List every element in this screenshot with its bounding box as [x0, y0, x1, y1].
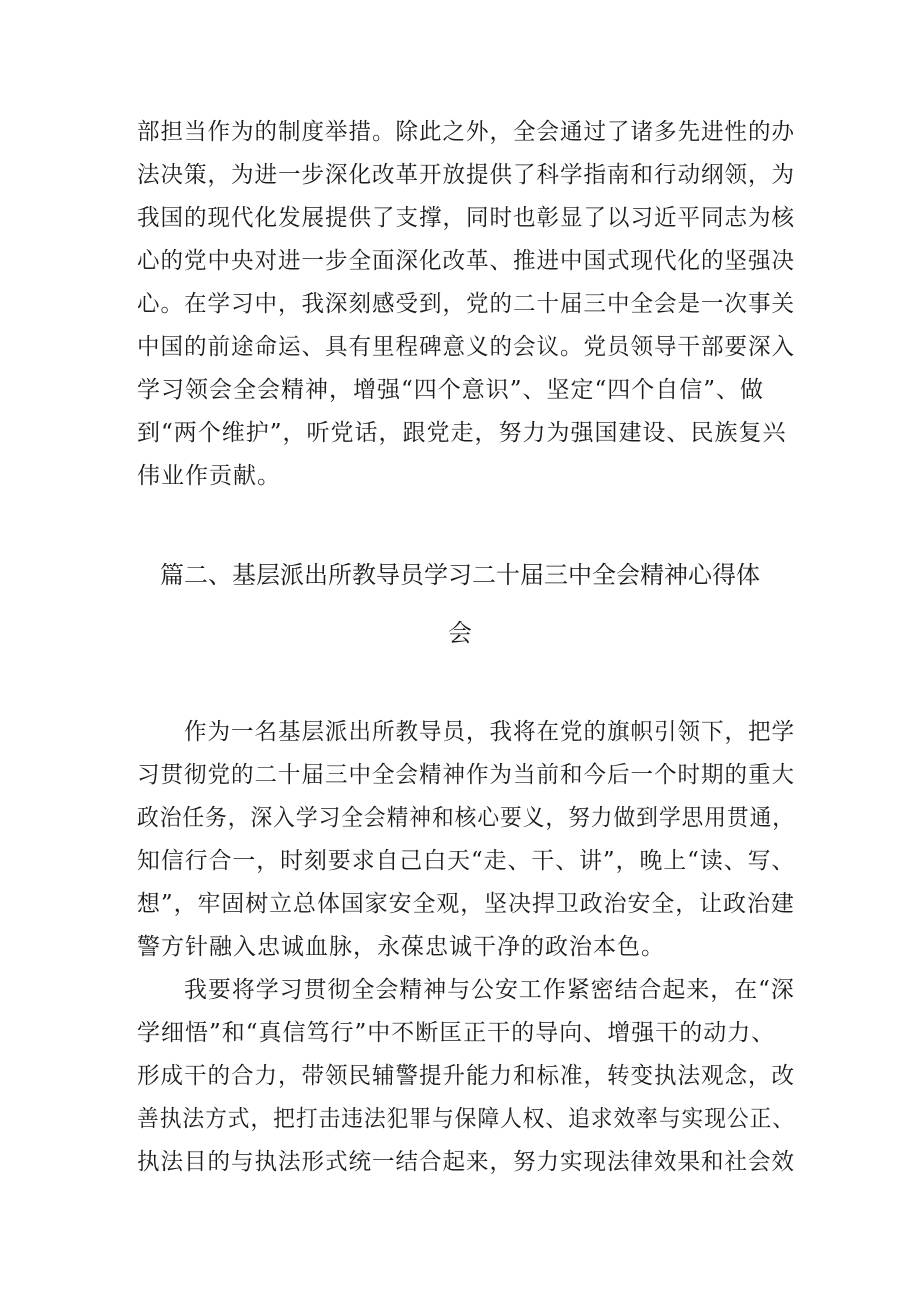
paragraph-line: 作为一名基层派出所教导员，我将在党的旗帜引领下，把学: [184, 719, 795, 745]
paragraph-line: 学习领会全会精神，增强“四个意识”、坚定“四个自信”、做: [137, 377, 765, 403]
paragraph-line: 我国的现代化发展提供了支撑，同时也彰显了以习近平同志为核: [137, 205, 795, 231]
paragraph-line: 心。在学习中，我深刻感受到，党的二十届三中全会是一次事关: [137, 291, 795, 317]
paragraph-line: 部担当作为的制度举措。除此之外，全会通过了诸多先进性的办: [137, 119, 795, 145]
paragraph-line: 心的党中央对进一步全面深化改革、推进中国式现代化的坚强决: [137, 248, 795, 274]
paragraph-line: 中国的前途命运、具有里程碑意义的会议。党员领导干部要深入: [137, 334, 795, 360]
paragraph-line: 形成干的合力，带领民辅警提升能力和标准，转变执法观念，改: [137, 1063, 795, 1089]
paragraph-line: 想”，牢固树立总体国家安全观，坚决捍卫政治安全，让政治建: [137, 891, 795, 917]
paragraph-line: 法决策，为进一步深化改革开放提供了科学指南和行动纲领，为: [137, 162, 795, 188]
paragraph-line: 善执法方式，把打击违法犯罪与保障人权、追求效率与实现公正、: [137, 1106, 795, 1132]
paragraph-line: 习贯彻党的二十届三中全会精神作为当前和今后一个时期的重大: [137, 762, 795, 788]
paragraph-line: 学细悟”和“真信笃行”中不断匡正干的导向、增强干的动力、: [137, 1020, 776, 1046]
paragraph-line: 执法目的与执法形式统一结合起来，努力实现法律效果和社会效: [137, 1149, 795, 1175]
paragraph-line: 警方针融入忠诚血脉，永葆忠诚干净的政治本色。: [137, 934, 665, 960]
paragraph-line: 政治任务，深入学习全会精神和核心要义，努力做到学思用贯通，: [137, 805, 795, 831]
section-heading: 篇二、基层派出所教导员学习二十届三中全会精神心得体: [160, 561, 760, 589]
paragraph-line: 到“两个维护”，听党话，跟党走，努力为强国建设、民族复兴: [137, 420, 787, 446]
paragraph-line: 我要将学习贯彻全会精神与公安工作紧密结合起来，在“深: [184, 977, 795, 1003]
section-heading: 会: [448, 619, 472, 647]
paragraph-line: 知信行合一，时刻要求自己白天“走、干、讲”，晚上“读、写、: [137, 848, 796, 874]
paragraph-line: 伟业作贡献。: [137, 463, 281, 489]
